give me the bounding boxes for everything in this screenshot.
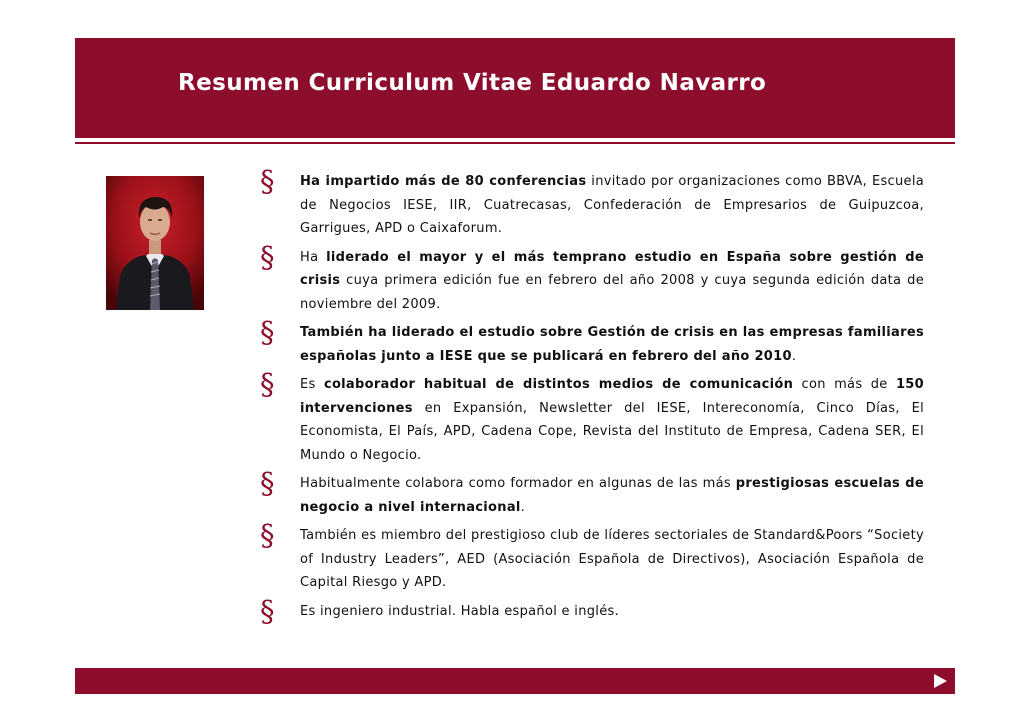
section-sign-icon: § <box>260 239 275 274</box>
bullet-text <box>300 321 924 368</box>
bullet-item <box>260 315 924 368</box>
text-segment: . <box>520 499 526 515</box>
bullet-item <box>260 518 924 595</box>
footer-band <box>75 668 955 694</box>
header-divider <box>75 142 955 144</box>
text-segment: cuya primera edición fue en febrero del año 2008 y cuya segunda edición data de noviembre del 2009. <box>300 273 924 312</box>
bullet-item <box>260 593 924 628</box>
header-band <box>75 38 955 138</box>
section-sign-icon: § <box>260 315 275 349</box>
text-segment: Es <box>300 377 324 392</box>
text-segment: en Expansión, Newsletter del IESE, Intereconomía, Cinco Días, El Economista, El País, APD, Cadena Cope, Revista del Instituto de Empresa, Cadena SER, El Mundo o Negocio. <box>300 400 924 463</box>
page-title: Resumen Curriculum Vitae Eduardo Navarro <box>178 70 767 96</box>
text-segment: con más de <box>793 377 896 392</box>
bold-text: 150 intervenciones <box>300 377 924 416</box>
text-segment: Habitualmente colabora como formador en algunas de las más <box>300 476 736 491</box>
bold-text: liderado el mayor y el más temprano estudio en España sobre gestión de crisis <box>300 249 924 288</box>
text-segment: Ha <box>300 249 327 265</box>
profile-photo <box>106 176 204 310</box>
bullet-text <box>300 246 924 317</box>
bullet-item <box>260 164 924 241</box>
section-sign-icon: § <box>260 164 275 198</box>
bold-text: colaborador habitual de distintos medios de comunicación <box>323 377 794 392</box>
bullet-item <box>260 466 925 519</box>
text-segment: También es miembro del prestigioso club de líderes sectoriales de Standard&Poors “Society of Industry Leaders”, AED (Asociación Española de Directivos), Asociación Española de Capital Riesgo y APD. <box>300 528 924 590</box>
text-segment: . <box>791 348 797 364</box>
bold-text: Ha impartido más de 80 conferencias <box>300 174 587 189</box>
bullet-list <box>260 164 925 628</box>
section-sign-icon: § <box>260 466 275 500</box>
bold-text: prestigiosas escuelas de negocio a nivel internacional <box>300 476 925 515</box>
bullet-text <box>300 600 924 624</box>
section-sign-icon: § <box>260 518 275 552</box>
bold-text: También ha liderado el estudio sobre Gestión de crisis en las empresas familiares españolas junto a IESE que se publicará en febrero del año 2010 <box>300 325 924 364</box>
text-segment: Es ingeniero industrial. Habla español e inglés. <box>300 603 620 619</box>
bullet-text <box>300 472 924 519</box>
bullet-text <box>300 373 924 467</box>
section-sign-icon: § <box>260 593 275 628</box>
section-sign-icon: § <box>260 367 275 401</box>
text-segment: invitado por organizaciones como BBVA, Escuela de Negocios IESE, IIR, Cuatrecasas, Confederación de Empresarios de Guipuzcoa, Garrigues, APD o Caixaforum. <box>300 174 924 236</box>
bullet-item <box>260 239 924 317</box>
bullet-text <box>300 524 924 595</box>
bullet-item <box>260 367 924 467</box>
bullet-text <box>300 170 924 241</box>
next-slide-icon[interactable] <box>934 674 947 688</box>
